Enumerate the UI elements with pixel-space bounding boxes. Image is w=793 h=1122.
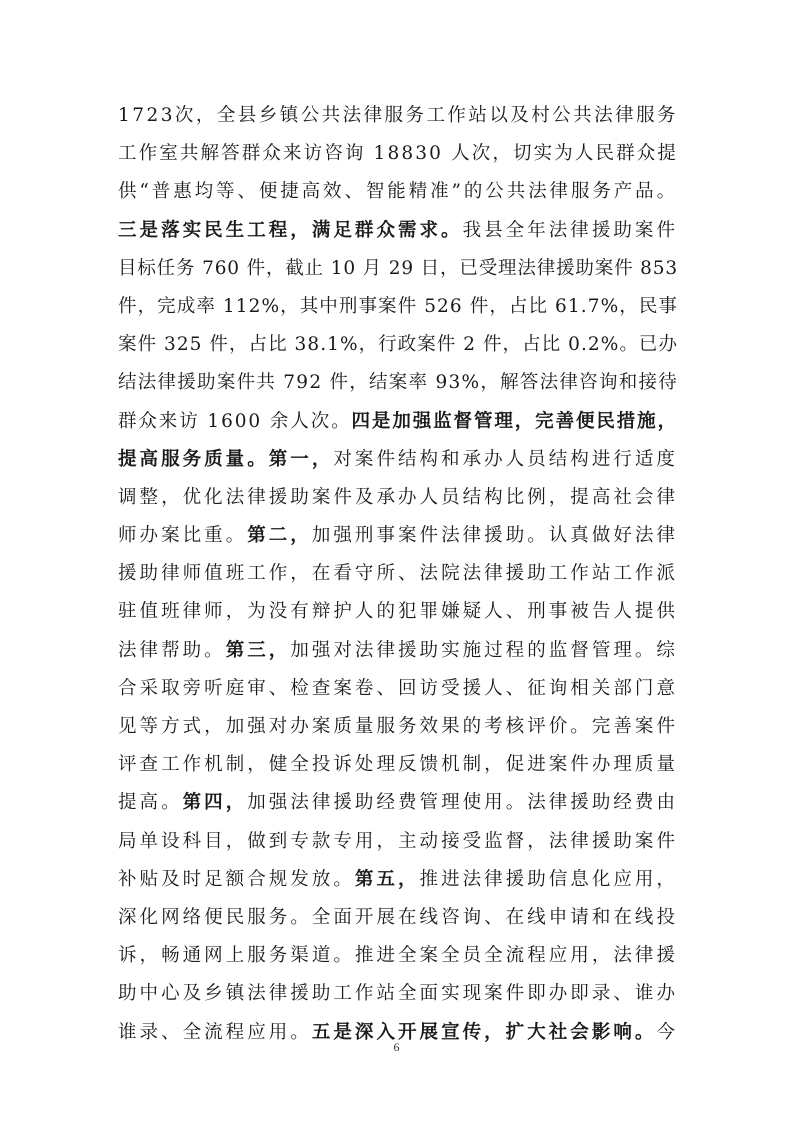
text-line <box>118 861 678 899</box>
bold-heading-text: 五是深入开展宣传，扩大社会影响。 <box>311 1021 657 1043</box>
page-number: 6 <box>393 1040 400 1054</box>
body-paragraph <box>118 97 678 1052</box>
text-line <box>118 479 678 517</box>
body-text-segment: 案件 325 件，占比 38.1%，行政案件 2 件，占比 0.2%。已办 <box>118 334 678 356</box>
body-text-segment: 推进法律援助信息化应用， <box>419 868 678 890</box>
body-text-segment: 群众来访 1600 余人次。 <box>118 410 352 432</box>
body-text-segment: 谁录、全流程应用。 <box>118 1021 312 1043</box>
text-line <box>118 555 678 593</box>
text-line <box>118 97 678 135</box>
text-line <box>118 517 678 555</box>
body-text-segment: 深化网络便民服务。全面开展在线咨询、在线申请和在线投 <box>118 906 678 928</box>
text-line <box>118 784 678 822</box>
text-line <box>118 670 678 708</box>
text-line <box>118 975 678 1013</box>
text-line <box>118 212 678 250</box>
bold-heading-text: 第三， <box>225 639 291 661</box>
body-text-segment: 提高。 <box>118 792 183 814</box>
text-line <box>118 288 678 326</box>
body-text-segment: 我县全年法律援助案件 <box>462 219 678 241</box>
text-line <box>118 364 678 402</box>
bold-heading-text: 第四， <box>182 792 248 814</box>
body-text-segment: 供“普惠均等、便捷高效、智能精准”的公共法律服务产品。 <box>118 181 678 203</box>
body-text-segment: 工作室共解答群众来访咨询 18830 人次，切实为人民群众提 <box>118 143 678 165</box>
body-text-segment: 加强刑事案件法律援助。认真做好法律 <box>311 525 678 547</box>
bold-heading-text: 提高服务质量。第一， <box>118 448 334 470</box>
text-line <box>118 441 678 479</box>
text-line <box>118 937 678 975</box>
body-text-segment: 驻值班律师，为没有辩护人的犯罪嫌疑人、刑事被告人提供 <box>118 601 678 623</box>
text-line <box>118 403 678 441</box>
text-line <box>118 632 678 670</box>
body-text-segment: 加强法律援助经费管理使用。法律援助经费由 <box>247 792 678 814</box>
body-text-segment: 加强对法律援助实施过程的监督管理。综 <box>290 639 678 661</box>
text-line <box>118 593 678 631</box>
text-line <box>118 173 678 211</box>
body-text-segment: 见等方式，加强对办案质量服务效果的考核评价。完善案件 <box>118 716 678 737</box>
bold-heading-text: 第二， <box>247 525 312 547</box>
text-line <box>118 823 678 861</box>
bold-heading-text: 四是加强监督管理，完善便民措施， <box>351 410 678 432</box>
body-text-segment: 诉，畅通网上服务渠道。推进全案全员全流程应用，法律援 <box>118 945 678 967</box>
body-text-segment: 补贴及时足额合规发放。 <box>118 868 355 890</box>
text-line <box>118 746 678 784</box>
text-line <box>118 250 678 288</box>
body-text-segment: 今 <box>656 1021 678 1043</box>
body-text-segment: 件，完成率 112%，其中刑事案件 526 件，占比 61.7%，民事 <box>118 295 678 317</box>
bold-heading-text: 三是落实民生工程，满足群众需求。 <box>118 219 463 241</box>
body-text-segment: 援助律师值班工作，在看守所、法院法律援助工作站工作派 <box>118 563 678 585</box>
body-text-segment: 调整，优化法律援助案件及承办人员结构比例，提高社会律 <box>118 486 678 508</box>
body-text-segment: 局单设科目，做到专款专用，主动接受监督，法律援助案件 <box>118 830 678 852</box>
body-text-segment: 目标任务 760 件，截止 10 月 29 日，已受理法律援助案件 853 <box>118 257 678 279</box>
body-text-segment: 对案件结构和承办人员结构进行适度 <box>333 448 678 470</box>
body-text-segment: 合采取旁听庭审、检查案卷、回访受援人、征询相关部门意 <box>118 677 678 699</box>
body-text-segment: 法律帮助。 <box>118 639 226 661</box>
body-text-segment: 助中心及乡镇法律援助工作站全面实现案件即办即录、谁办 <box>118 983 678 1005</box>
body-text-segment: 结法律援助案件共 792 件，结案率 93%，解答法律咨询和接待 <box>118 372 678 394</box>
text-line <box>118 708 678 746</box>
text-line <box>118 326 678 364</box>
body-text-segment: 1723次，全县乡镇公共法律服务工作站以及村公共法律服务 <box>118 105 678 126</box>
text-line <box>118 899 678 937</box>
text-line <box>118 135 678 173</box>
bold-heading-text: 第五， <box>354 868 420 890</box>
body-text-segment: 师办案比重。 <box>118 525 248 547</box>
body-text-segment: 评查工作机制，健全投诉处理反馈机制，促进案件办理质量 <box>118 754 678 776</box>
